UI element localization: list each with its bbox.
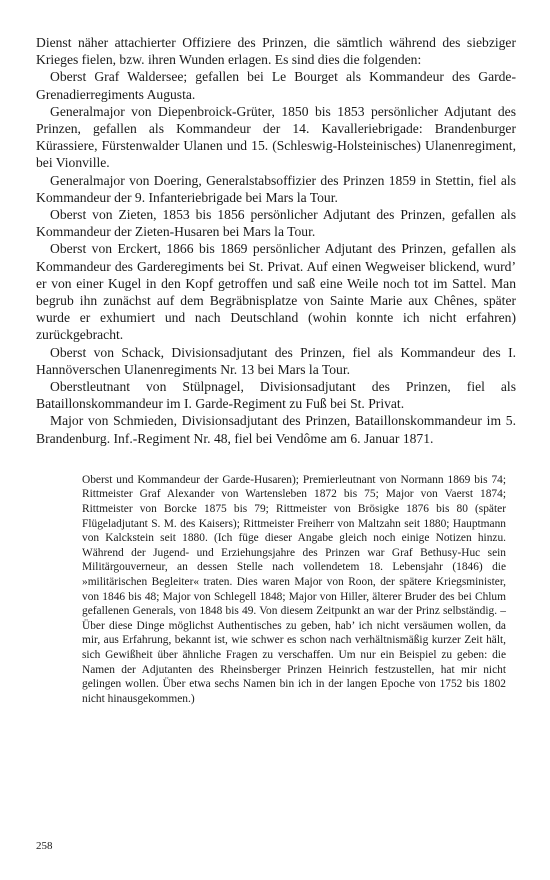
paragraph-intro: Dienst näher attachierter Offiziere des Prinzen, die sämtlich während des siebziger Krieges fielen, bzw. ihren Wunden erlagen. Es sind dies die folgenden:: [36, 35, 516, 68]
paragraph-doering: Generalmajor von Doering, Generalstabsoffizier des Prinzen 1859 in Stettin, fiel als Kommandeur der 9. Infanteriebrigade bei Mars la Tour.: [36, 172, 516, 205]
paragraph-diepenbroick: Generalmajor von Diepenbroick-Grüter, 1850 bis 1853 persönlicher Adjutant des Prinzen, gefallen als Kommandeur der 14. Kavalleriebrigade: Brandenburger Kürassiere, Fürstenwalder Ulanen und 15. (Schleswig-Holsteinisches) Ulanenregiment, bei Vionville.: [36, 103, 516, 171]
paragraph-schack: Oberst von Schack, Divisionsadjutant des Prinzen, fiel als Kommandeur des I. Hannöverschen Ulanenregiments Nr. 13 bei Mars la Tour.: [36, 344, 516, 377]
page-content: [36, 34, 516, 706]
main-text: [36, 34, 516, 447]
paragraph-stuelpnagel: Oberstleutnant von Stülpnagel, Divisionsadjutant des Prinzen, fiel als Bataillonskommandeur im I. Garde-Regiment zu Fuß bei St. Privat.: [36, 379, 516, 412]
paragraph-schmieden: Major von Schmieden, Divisionsadjutant des Prinzen, Bataillonskommandeur im 5. Brandenburg. Inf.-Regiment Nr. 48, fiel bei Vendôme am 6. Januar 1871.: [36, 413, 516, 446]
paragraph-erckert: Oberst von Erckert, 1866 bis 1869 persönlicher Adjutant des Prinzen, gefallen als Kommandeur des Garderegiments bei St. Privat. Auf einen Wegweiser blickend, wurd’ er von einer Kugel in den Kopf getroffen und saß eine Weile noch tot im Sattel. Man begrub ihn zunächst auf dem Begräbnisplatze von Sainte Marie aux Chênes, später wurde er exhumiert und nach Deutschland (wohin konnte ich nicht erfahren) zurückgebracht.: [36, 241, 516, 343]
footnote: Oberst und Kommandeur der Garde-Husaren); Premierleutnant von Normann 1869 bis 74; Rittmeister Graf Alexander von Wartensleben 1872 bis 75; Major von Vaerst 1874; Rittmeister von Borcke 1875 bis 79; Rittmeister von Brösigke 1876 bis 80 (später Flügeladjutant S. M. des Kaisers); Rittmeister Freiherr von Maltzahn seit 1880; Hauptmann von Kalckstein seit 1880. (Ich füge dieser Angabe gleich noch einige Notizen hinzu. Während der Jugend- und Erziehungsjahre des Prinzen war Graf Bethusy-Huc sein Militärgouverneur, an dessen Stelle nach vollendetem 18. Lebensjahr (1846) die »militärischen Begleiter« traten. Dies waren Major von Roon, der spätere Kriegsminister, von 1846 bis 48; Major von Schlegell 1848; Major von Hiller, älterer Bruder des bei Chlum gefallenen Generals, von 1848 bis 49. Von diesem Zeitpunkt an war der Prinz selbständig. – Über diese Dinge möglichst Authentisches zu geben, hab’ ich nicht versäumen wollen, da mir, aus Erfahrung, bekannt ist, wie schwer es schon nach verhältnismäßig kurzer Zeit hält, sich Gewißheit über ähnliche Fragen zu verschaffen. Um nur ein Beispiel zu geben: die Namen der Adjutanten des Rheinsberger Prinzen Heinrich festzustellen, hat mir nicht gelingen wollen. Über etwa sechs Namen bin ich in der langen Epoche von 1752 bis 1802 nicht hinausgekommen.): [82, 473, 506, 705]
page-number: 258: [36, 840, 53, 852]
paragraph-zieten: Oberst von Zieten, 1853 bis 1856 persönlicher Adjutant des Prinzen, gefallen als Kommandeur der Zieten-Husaren bei Mars la Tour.: [36, 207, 516, 240]
paragraph-waldersee: Oberst Graf Waldersee; gefallen bei Le Bourget als Kommandeur des Garde-Grenadierregiments Augusta.: [36, 69, 516, 102]
